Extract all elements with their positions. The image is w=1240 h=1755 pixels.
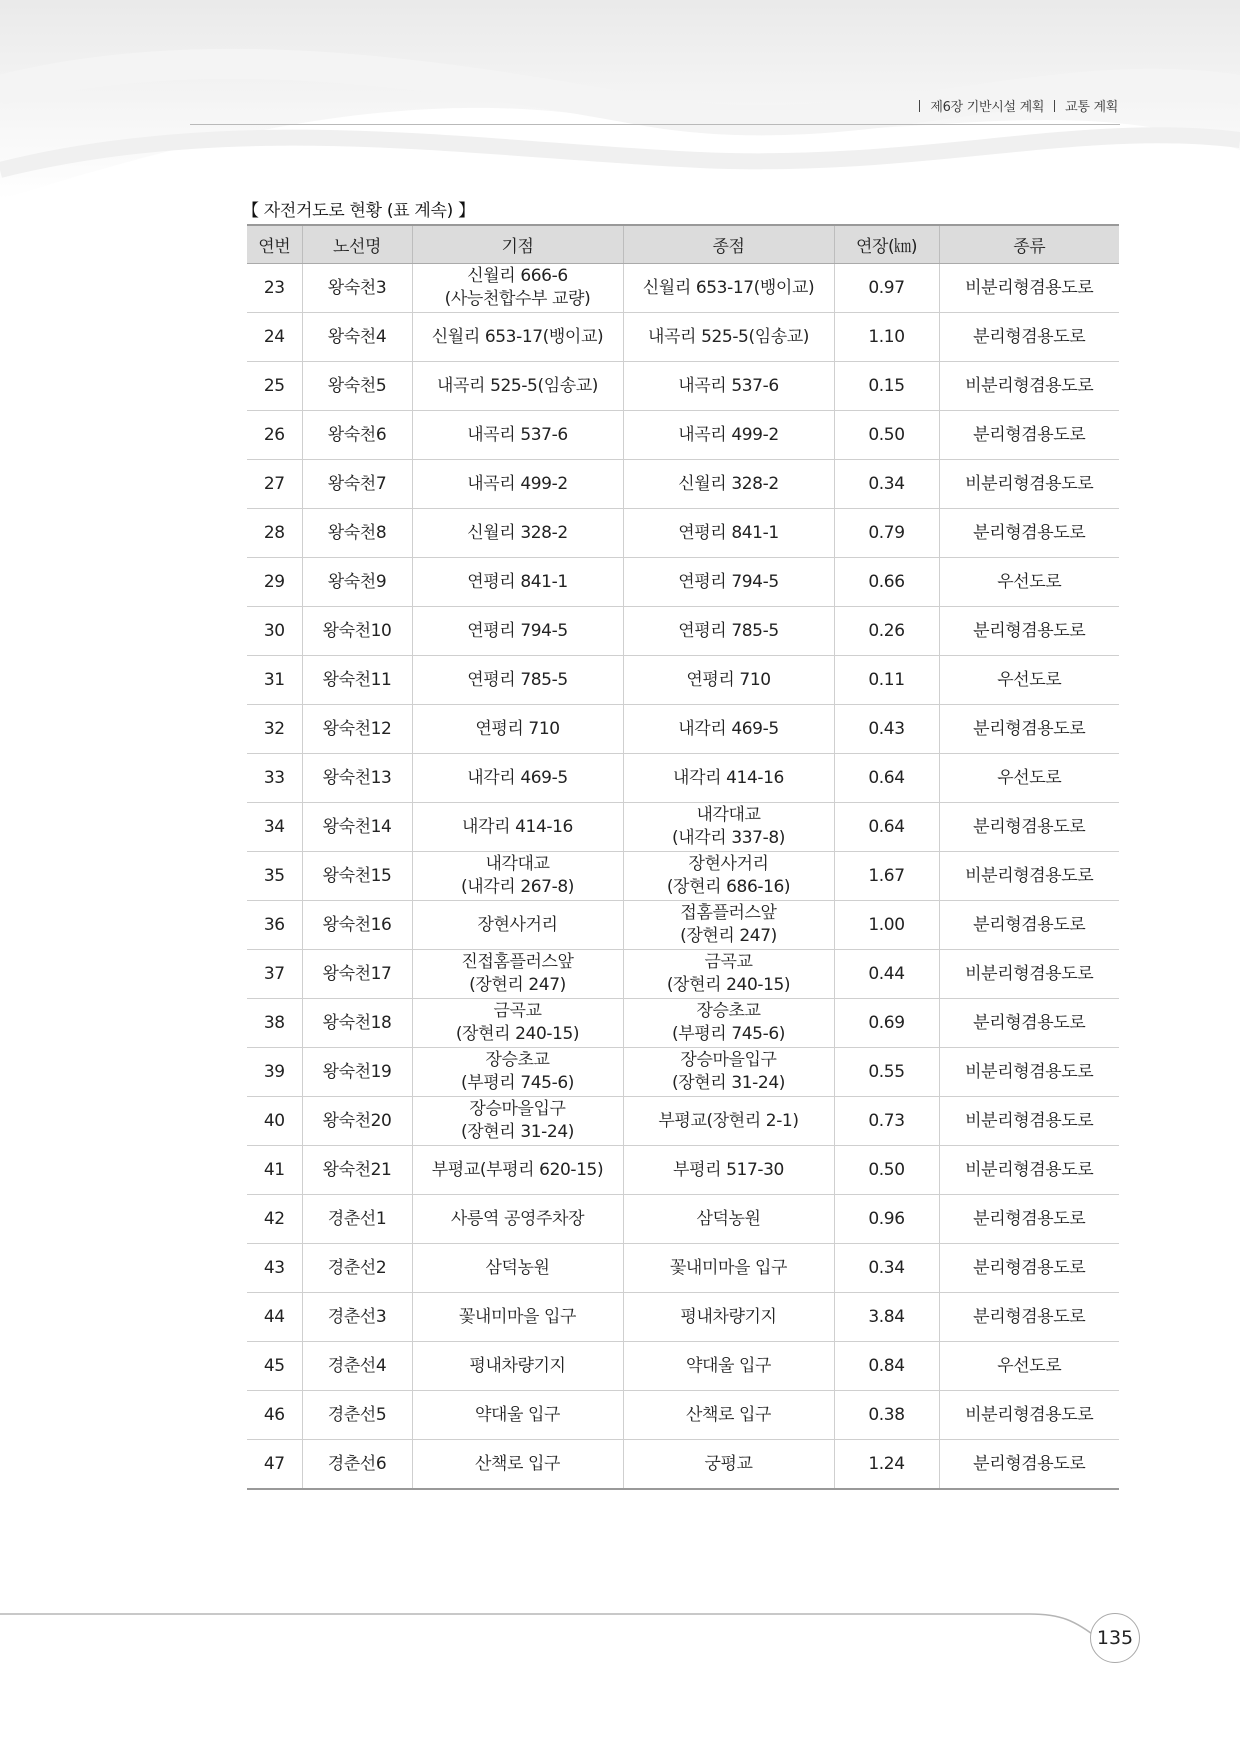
cell-start: 연평리 841-1 xyxy=(412,558,623,607)
cell-number: 34 xyxy=(247,803,302,852)
cell-route-name: 왕숙천15 xyxy=(302,852,412,901)
header-col-start: 기점 xyxy=(412,225,623,264)
cell-length: 0.44 xyxy=(834,950,939,999)
cell-length: 0.79 xyxy=(834,509,939,558)
cell-type: 분리형겸용도로 xyxy=(939,1195,1119,1244)
cell-route-name: 경춘선5 xyxy=(302,1391,412,1440)
cell-line: (장현리 31-24) xyxy=(461,1122,574,1142)
cell-length: 0.11 xyxy=(834,656,939,705)
cell-line: (장현리 240-15) xyxy=(455,1024,580,1044)
breadcrumb-section: 교통 계획 xyxy=(1065,100,1118,115)
cell-start: 신월리 653-17(뱅이교) xyxy=(412,313,623,362)
cell-type: 분리형겸용도로 xyxy=(939,509,1119,558)
cell-end: 내각리 414-16 xyxy=(623,754,834,803)
cell-route-name: 왕숙천11 xyxy=(302,656,412,705)
cell-line: 접홈플러스앞 xyxy=(680,903,777,923)
cell-line: (사능천합수부 교량) xyxy=(444,289,591,309)
cell-type: 우선도로 xyxy=(939,558,1119,607)
table-row xyxy=(247,362,1119,411)
cell-route-name: 왕숙천16 xyxy=(302,901,412,950)
cell-number: 36 xyxy=(247,901,302,950)
cell-length: 1.24 xyxy=(834,1440,939,1490)
breadcrumb-chapter: 제6장 기반시설 계획 xyxy=(930,100,1045,115)
cell-route-name: 왕숙천19 xyxy=(302,1048,412,1097)
cell-end: 신월리 328-2 xyxy=(623,460,834,509)
cell-number: 30 xyxy=(247,607,302,656)
cell-start: 연평리 794-5 xyxy=(412,607,623,656)
cell-type: 분리형겸용도로 xyxy=(939,411,1119,460)
cell-start xyxy=(412,264,623,313)
table-row xyxy=(247,999,1119,1048)
table-row xyxy=(247,1097,1119,1146)
cell-route-name: 왕숙천13 xyxy=(302,754,412,803)
cell-number: 27 xyxy=(247,460,302,509)
cell-number: 40 xyxy=(247,1097,302,1146)
cell-type: 비분리형겸용도로 xyxy=(939,362,1119,411)
cell-route-name: 왕숙천14 xyxy=(302,803,412,852)
cell-end: 삼덕농원 xyxy=(623,1195,834,1244)
table-row xyxy=(247,754,1119,803)
cell-number: 29 xyxy=(247,558,302,607)
cell-route-name: 경춘선6 xyxy=(302,1440,412,1490)
table-row xyxy=(247,950,1119,999)
table-row xyxy=(247,558,1119,607)
table-row xyxy=(247,313,1119,362)
header-col-route-name: 노선명 xyxy=(302,225,412,264)
cell-start: 연평리 785-5 xyxy=(412,656,623,705)
cell-line: (장현리 247) xyxy=(680,926,777,946)
table-row xyxy=(247,1048,1119,1097)
cell-length: 0.69 xyxy=(834,999,939,1048)
cell-type: 비분리형겸용도로 xyxy=(939,1097,1119,1146)
cell-route-name: 경춘선1 xyxy=(302,1195,412,1244)
cell-number: 38 xyxy=(247,999,302,1048)
cell-route-name: 왕숙천7 xyxy=(302,460,412,509)
cell-route-name: 경춘선3 xyxy=(302,1293,412,1342)
cell-route-name: 경춘선2 xyxy=(302,1244,412,1293)
table-row xyxy=(247,1293,1119,1342)
cell-end: 부평리 517-30 xyxy=(623,1146,834,1195)
cell-length: 0.15 xyxy=(834,362,939,411)
cell-length: 0.97 xyxy=(834,264,939,313)
cell-route-name: 왕숙천8 xyxy=(302,509,412,558)
cell-number: 37 xyxy=(247,950,302,999)
breadcrumb-separator xyxy=(919,100,920,112)
cell-number: 31 xyxy=(247,656,302,705)
cell-route-name: 왕숙천10 xyxy=(302,607,412,656)
cell-line: 신월리 666-6 xyxy=(467,266,568,286)
cell-length: 1.00 xyxy=(834,901,939,950)
cell-type: 분리형겸용도로 xyxy=(939,1293,1119,1342)
cell-line: 내각대교 xyxy=(696,805,761,825)
cell-start: 연평리 710 xyxy=(412,705,623,754)
cell-start: 장현사거리 xyxy=(412,901,623,950)
cell-end: 내곡리 537-6 xyxy=(623,362,834,411)
breadcrumb-separator xyxy=(1054,100,1055,112)
cell-route-name: 왕숙천21 xyxy=(302,1146,412,1195)
cell-line: 장승초교 xyxy=(485,1050,550,1070)
cell-end: 내각리 469-5 xyxy=(623,705,834,754)
cell-route-name: 왕숙천20 xyxy=(302,1097,412,1146)
cell-number: 42 xyxy=(247,1195,302,1244)
cell-start: 내각리 469-5 xyxy=(412,754,623,803)
cell-line: 장현사거리 xyxy=(688,854,769,874)
cell-start: 약대울 입구 xyxy=(412,1391,623,1440)
cell-line: 장승초교 xyxy=(696,1001,761,1021)
cell-number: 32 xyxy=(247,705,302,754)
cell-type: 우선도로 xyxy=(939,656,1119,705)
table-row xyxy=(247,852,1119,901)
cell-start: 내곡리 537-6 xyxy=(412,411,623,460)
cell-start: 삼덕농원 xyxy=(412,1244,623,1293)
table-row xyxy=(247,1146,1119,1195)
cell-number: 44 xyxy=(247,1293,302,1342)
cell-number: 35 xyxy=(247,852,302,901)
table-row xyxy=(247,1391,1119,1440)
table-row xyxy=(247,705,1119,754)
cell-end xyxy=(623,901,834,950)
cell-line: (장현리 247) xyxy=(469,975,566,995)
cell-length: 0.73 xyxy=(834,1097,939,1146)
cell-route-name: 왕숙천9 xyxy=(302,558,412,607)
cell-length: 0.50 xyxy=(834,411,939,460)
cell-length: 0.26 xyxy=(834,607,939,656)
cell-type: 우선도로 xyxy=(939,1342,1119,1391)
cell-number: 25 xyxy=(247,362,302,411)
cell-type: 분리형겸용도로 xyxy=(939,705,1119,754)
cell-number: 47 xyxy=(247,1440,302,1490)
cell-end: 연평리 710 xyxy=(623,656,834,705)
cell-type: 비분리형겸용도로 xyxy=(939,1391,1119,1440)
header-divider xyxy=(190,124,1120,125)
cell-number: 23 xyxy=(247,264,302,313)
cell-start: 내곡리 525-5(임송교) xyxy=(412,362,623,411)
cell-end: 연평리 841-1 xyxy=(623,509,834,558)
cell-type: 분리형겸용도로 xyxy=(939,1244,1119,1293)
cell-number: 33 xyxy=(247,754,302,803)
cell-number: 46 xyxy=(247,1391,302,1440)
cell-end xyxy=(623,999,834,1048)
cell-type: 분리형겸용도로 xyxy=(939,1440,1119,1490)
cell-number: 28 xyxy=(247,509,302,558)
cell-length: 0.64 xyxy=(834,803,939,852)
cell-type: 분리형겸용도로 xyxy=(939,901,1119,950)
cell-start xyxy=(412,1048,623,1097)
cell-length: 0.34 xyxy=(834,460,939,509)
table-row xyxy=(247,901,1119,950)
cell-route-name: 경춘선4 xyxy=(302,1342,412,1391)
chapter-breadcrumb xyxy=(909,96,1118,115)
cell-start: 부평교(부평리 620-15) xyxy=(412,1146,623,1195)
cell-end xyxy=(623,1048,834,1097)
cell-end: 연평리 794-5 xyxy=(623,558,834,607)
cell-type: 비분리형겸용도로 xyxy=(939,460,1119,509)
cell-route-name: 왕숙천3 xyxy=(302,264,412,313)
cell-end: 내곡리 499-2 xyxy=(623,411,834,460)
cell-type: 분리형겸용도로 xyxy=(939,803,1119,852)
cell-start xyxy=(412,999,623,1048)
table-row xyxy=(247,264,1119,313)
cell-line: (내각리 267-8) xyxy=(461,877,574,897)
table-row xyxy=(247,656,1119,705)
cell-length: 0.84 xyxy=(834,1342,939,1391)
cell-line: (내각리 337-8) xyxy=(672,828,785,848)
cell-line: (장현리 240-15) xyxy=(666,975,791,995)
table-row xyxy=(247,803,1119,852)
bicycle-road-table xyxy=(247,224,1119,1490)
cell-number: 24 xyxy=(247,313,302,362)
cell-start: 신월리 328-2 xyxy=(412,509,623,558)
cell-start: 평내차량기지 xyxy=(412,1342,623,1391)
table-row xyxy=(247,1195,1119,1244)
cell-end xyxy=(623,852,834,901)
footer-divider xyxy=(0,1612,1240,1642)
cell-type: 비분리형겸용도로 xyxy=(939,950,1119,999)
cell-number: 26 xyxy=(247,411,302,460)
table-title: 【 자전거도로 현황 (표 계속) 】 xyxy=(242,201,475,221)
cell-start: 사릉역 공영주차장 xyxy=(412,1195,623,1244)
header-col-length: 연장(㎞) xyxy=(834,225,939,264)
cell-route-name: 왕숙천5 xyxy=(302,362,412,411)
cell-end: 연평리 785-5 xyxy=(623,607,834,656)
table-row xyxy=(247,460,1119,509)
cell-route-name: 왕숙천17 xyxy=(302,950,412,999)
cell-type: 분리형겸용도로 xyxy=(939,313,1119,362)
cell-number: 39 xyxy=(247,1048,302,1097)
cell-route-name: 왕숙천4 xyxy=(302,313,412,362)
cell-line: (부평리 745-6) xyxy=(461,1073,574,1093)
cell-end: 산책로 입구 xyxy=(623,1391,834,1440)
cell-end: 평내차량기지 xyxy=(623,1293,834,1342)
cell-type: 분리형겸용도로 xyxy=(939,607,1119,656)
cell-line: (장현리 31-24) xyxy=(672,1073,785,1093)
cell-end: 부평교(장현리 2-1) xyxy=(623,1097,834,1146)
cell-line: (장현리 686-16) xyxy=(666,877,791,897)
cell-start: 내각리 414-16 xyxy=(412,803,623,852)
cell-type: 비분리형겸용도로 xyxy=(939,264,1119,313)
cell-length: 0.50 xyxy=(834,1146,939,1195)
cell-type: 비분리형겸용도로 xyxy=(939,852,1119,901)
cell-number: 45 xyxy=(247,1342,302,1391)
cell-length: 0.55 xyxy=(834,1048,939,1097)
cell-type: 비분리형겸용도로 xyxy=(939,1048,1119,1097)
table-row xyxy=(247,1244,1119,1293)
cell-length: 0.38 xyxy=(834,1391,939,1440)
cell-line: 금곡교 xyxy=(493,1001,542,1021)
cell-line: 장승마을입구 xyxy=(469,1099,566,1119)
cell-number: 41 xyxy=(247,1146,302,1195)
cell-start: 내곡리 499-2 xyxy=(412,460,623,509)
cell-line: (부평리 745-6) xyxy=(672,1024,785,1044)
cell-number: 43 xyxy=(247,1244,302,1293)
cell-line: 내각대교 xyxy=(485,854,550,874)
cell-end: 신월리 653-17(뱅이교) xyxy=(623,264,834,313)
cell-length: 1.67 xyxy=(834,852,939,901)
cell-end: 내곡리 525-5(임송교) xyxy=(623,313,834,362)
page-number: 135 xyxy=(1090,1613,1140,1663)
cell-length: 0.34 xyxy=(834,1244,939,1293)
cell-type: 우선도로 xyxy=(939,754,1119,803)
cell-route-name: 왕숙천6 xyxy=(302,411,412,460)
cell-line: 장승마을입구 xyxy=(680,1050,777,1070)
cell-start: 꽃내미마을 입구 xyxy=(412,1293,623,1342)
cell-end: 꽃내미마을 입구 xyxy=(623,1244,834,1293)
cell-length: 0.66 xyxy=(834,558,939,607)
cell-type: 비분리형겸용도로 xyxy=(939,1146,1119,1195)
cell-end xyxy=(623,803,834,852)
header-col-number: 연번 xyxy=(247,225,302,264)
cell-end: 약대울 입구 xyxy=(623,1342,834,1391)
cell-start: 산책로 입구 xyxy=(412,1440,623,1490)
table-row xyxy=(247,411,1119,460)
cell-start xyxy=(412,950,623,999)
cell-type: 분리형겸용도로 xyxy=(939,999,1119,1048)
cell-length: 1.10 xyxy=(834,313,939,362)
table-row xyxy=(247,607,1119,656)
cell-start xyxy=(412,852,623,901)
cell-line: 금곡교 xyxy=(704,952,753,972)
cell-end: 궁평교 xyxy=(623,1440,834,1490)
cell-length: 0.96 xyxy=(834,1195,939,1244)
header-col-end: 종점 xyxy=(623,225,834,264)
cell-length: 0.64 xyxy=(834,754,939,803)
table-row xyxy=(247,1342,1119,1391)
cell-length: 0.43 xyxy=(834,705,939,754)
table-row xyxy=(247,1440,1119,1490)
cell-route-name: 왕숙천18 xyxy=(302,999,412,1048)
cell-end xyxy=(623,950,834,999)
cell-line: 진접홈플러스앞 xyxy=(461,952,574,972)
table-row xyxy=(247,509,1119,558)
cell-length: 3.84 xyxy=(834,1293,939,1342)
table-header-row xyxy=(247,225,1119,264)
cell-start xyxy=(412,1097,623,1146)
cell-route-name: 왕숙천12 xyxy=(302,705,412,754)
header-col-type: 종류 xyxy=(939,225,1119,264)
